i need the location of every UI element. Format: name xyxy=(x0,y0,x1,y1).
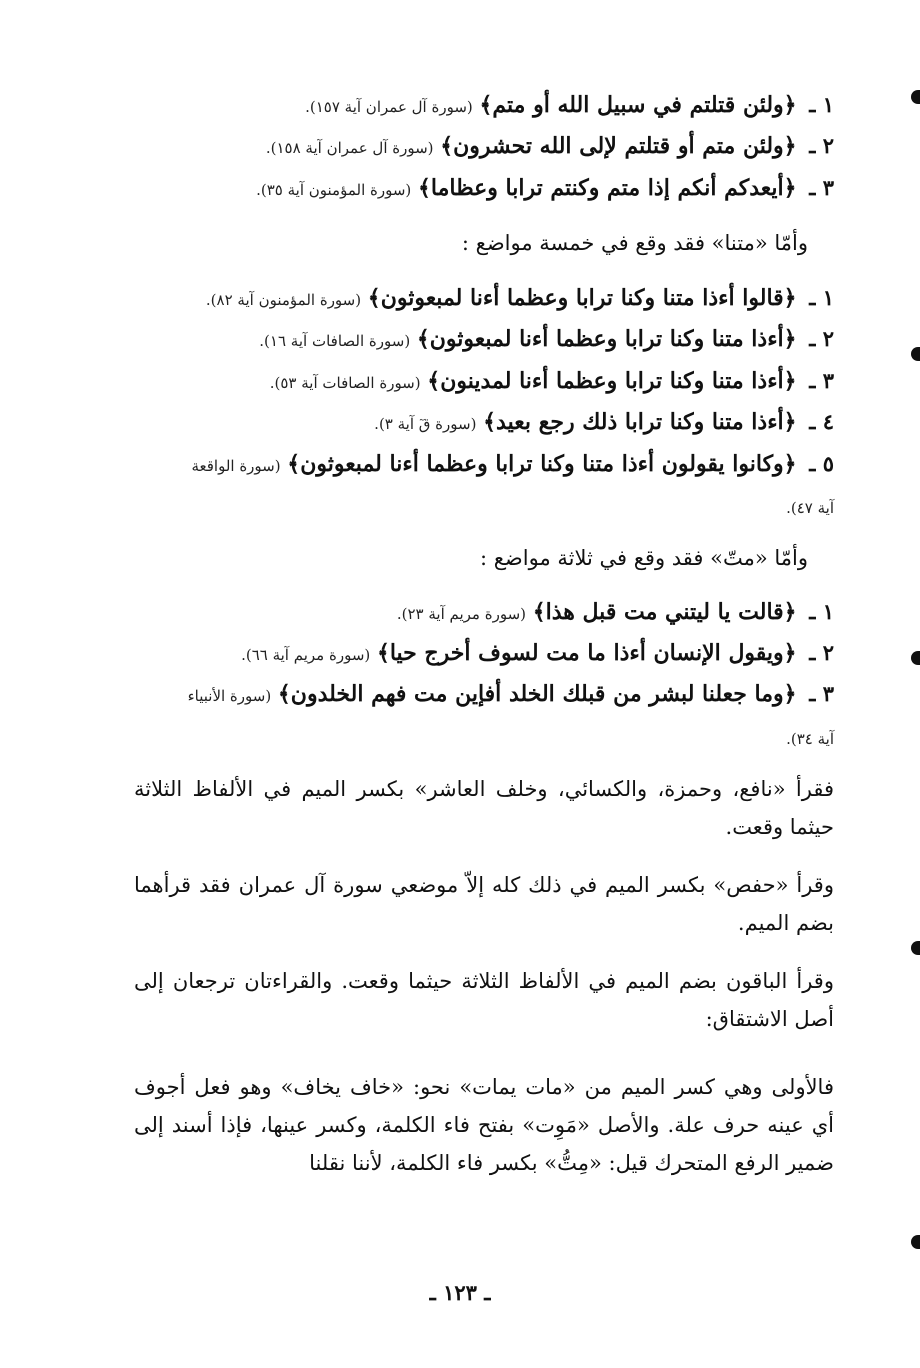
verse-reference: (سورة قٓ آية ٣). xyxy=(374,415,477,433)
verse-quote: ﴿قالت يا ليتني مت قبل هذا﴾ xyxy=(532,599,797,625)
verse-quote: ﴿أيعدكم أنكم إذا متم وكنتم ترابا وعظاما﴾ xyxy=(417,175,797,201)
page-number: ـ ١٢٣ ـ xyxy=(429,1280,491,1305)
list-item xyxy=(188,679,834,711)
list-item xyxy=(397,597,834,629)
list-item xyxy=(191,449,834,481)
binding-mark xyxy=(911,90,920,104)
binding-mark xyxy=(911,941,920,955)
item-number: ١ ـ xyxy=(809,285,834,310)
verse-quote: ﴿وكانوا يقولون أءذا متنا وكنا ترابا وعظما أءنا لمبعوثون﴾ xyxy=(287,451,797,477)
verse-reference: (سورة الواقعة xyxy=(191,457,281,475)
verse-reference: (سورة مريم آية ٦٦). xyxy=(241,646,371,664)
verse-quote: ﴿قالوا أءذا متنا وكنا ترابا وعظما أءنا لمبعوثون﴾ xyxy=(367,285,797,311)
item-number: ٤ ـ xyxy=(809,409,834,434)
item-number: ٥ ـ xyxy=(809,451,834,476)
item-number: ٢ ـ xyxy=(809,640,834,665)
verse-quote: ﴿أءذا متنا وكنا ترابا وعظما أءنا لمدينون﴾ xyxy=(427,368,797,394)
section-heading: وأمّا «متنا» فقد وقع في خمسة مواضع : xyxy=(461,231,808,255)
verse-reference-continued xyxy=(786,722,834,754)
verse-reference: (سورة آل عمران آية ١٥٧). xyxy=(305,98,473,116)
binding-mark xyxy=(911,1235,920,1249)
item-number: ١ ـ xyxy=(809,599,834,624)
verse-reference-continued xyxy=(786,491,834,523)
list-item xyxy=(241,638,834,670)
list-item xyxy=(270,366,834,398)
verse-quote: ﴿ويقول الإنسان أءذا ما مت لسوف أخرج حيا﴾ xyxy=(376,640,797,666)
body-paragraph: فقرأ «نافع، وحمزة، والكسائي، وخلف العاشر» بكسر الميم في الألفاظ الثلاثة حيثما وقعت. xyxy=(134,777,834,839)
section-heading: وأمّا «متّ» فقد وقع في ثلاثة مواضع : xyxy=(480,546,808,570)
binding-mark xyxy=(911,347,920,361)
list-item xyxy=(266,131,834,163)
item-number: ١ ـ xyxy=(809,92,834,117)
verse-reference: (سورة آل عمران آية ١٥٨). xyxy=(265,139,434,157)
verse-quote: ﴿أءذا متنا وكنا ترابا ذلك رجع بعيد﴾ xyxy=(483,409,797,435)
list-item xyxy=(305,90,834,122)
verse-reference: (سورة المؤمنون آية ٨٢). xyxy=(205,291,362,309)
verse-quote: ﴿أءذا متنا وكنا ترابا وعظما أءنا لمبعوثون﴾ xyxy=(416,326,797,352)
verse-reference: آية ٣٤). xyxy=(786,730,834,748)
body-paragraph: وقرأ الباقون بضم الميم في الألفاظ الثلاثة حيثما وقعت. والقراءتان ترجعان إلى أصل الاشتقاق: xyxy=(134,969,834,1031)
verse-reference: (سورة الصافات آية ٥٣). xyxy=(269,374,421,392)
body-paragraph: وقرأ «حفص» بكسر الميم في ذلك كله إلاّ موضعي سورة آل عمران فقد قرأهما بضم الميم. xyxy=(134,873,834,935)
item-number: ٣ ـ xyxy=(809,681,834,706)
verse-reference: (سورة الصافات آية ١٦). xyxy=(259,332,411,350)
list-item xyxy=(256,173,834,205)
item-number: ٢ ـ xyxy=(809,133,834,158)
verse-reference: (سورة مريم آية ٢٣). xyxy=(396,605,527,623)
verse-quote: ﴿وما جعلنا لبشر من قبلك الخلد أفإين مت فهم الخلدون﴾ xyxy=(277,681,797,707)
verse-reference: (سورة الأنبياء xyxy=(187,687,272,705)
list-item xyxy=(374,407,834,439)
list-item xyxy=(259,324,834,356)
item-number: ٢ ـ xyxy=(809,326,834,351)
list-item xyxy=(206,283,834,315)
verse-quote: ﴿ولئن قتلتم في سبيل الله أو متم﴾ xyxy=(479,92,797,118)
verse-reference: آية ٤٧). xyxy=(786,499,834,517)
item-number: ٣ ـ xyxy=(809,175,834,200)
verse-reference: (سورة المؤمنون آية ٣٥). xyxy=(256,181,412,199)
verse-quote: ﴿ولئن متم أو قتلتم لإلى الله تحشرون﴾ xyxy=(440,133,797,159)
binding-mark xyxy=(911,651,920,665)
body-paragraph: فالأولى وهي كسر الميم من «مات يمات» نحو: «خاف يخاف» وهو فعل أجوف أي عينه حرف علة. والأصل «مَوِت» بفتح فاء الكلمة، وكسر عينها، فإذا أسند إلى ضمير الرفع المتحرك قيل: «مِتُّ» بكسر فاء الكلمة، لأننا نقلنا xyxy=(134,1075,834,1175)
item-number: ٣ ـ xyxy=(809,368,834,393)
